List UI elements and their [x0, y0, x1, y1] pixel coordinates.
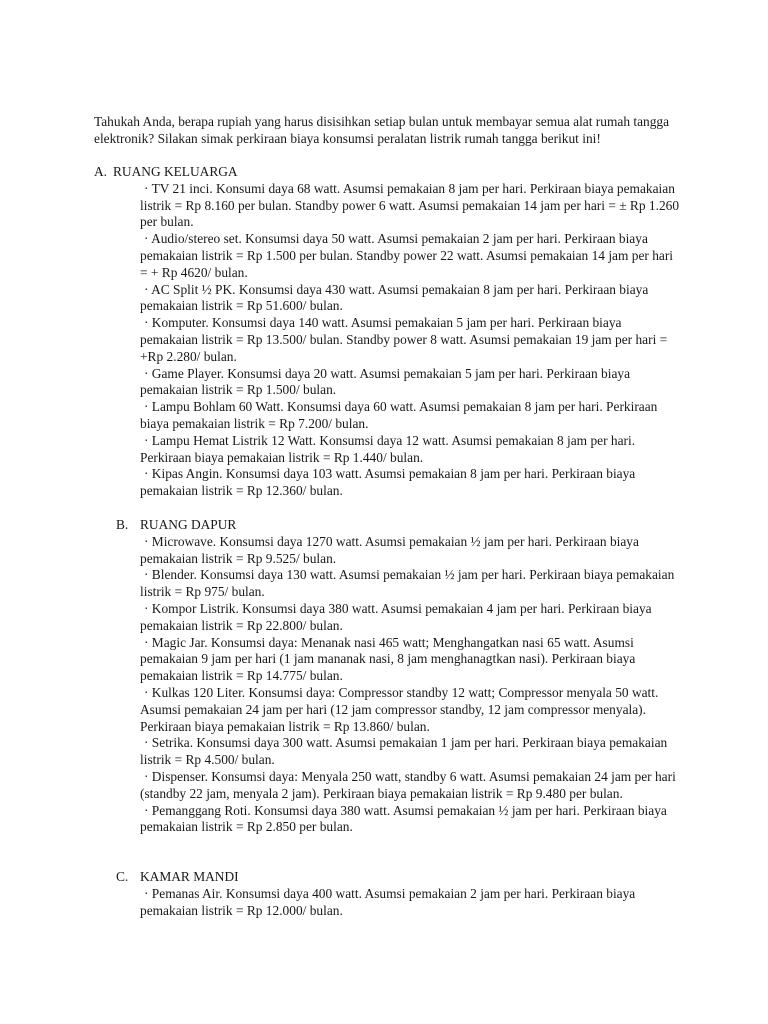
section-heading: [94, 869, 694, 886]
section-ruang-keluarga: [94, 164, 694, 500]
list-item: · Audio/stereo set. Konsumsi daya 50 watt. Asumsi pemakaian 2 jam per hari. Perkiraan biaya pemakaian listrik = Rp 1.500 per bulan. Standby power 22 watt. Asumsi pemakaian 14 jam per hari = + Rp 4620/ bulan.: [140, 231, 674, 280]
section-title: RUANG KELUARGA: [113, 164, 238, 179]
section-letter: A.: [94, 164, 108, 179]
section-title: KAMAR MANDI: [140, 869, 239, 884]
list-item: · Kulkas 120 Liter. Konsumsi daya: Compressor standby 12 watt; Compressor menyala 50 watt. Asumsi pemakaian 24 jam per hari (12 jam compressor standby, 12 jam compressor menyala). Perkiraan biaya pemakaian listrik = Rp 13.860/ bulan.: [140, 684, 659, 734]
list-item: · Blender. Konsumsi daya 130 watt. Asumsi pemakaian ½ jam per hari. Perkiraan biaya pemakaian listrik = Rp 975/ bulan.: [140, 567, 675, 600]
section-title: RUANG DAPUR: [140, 517, 237, 532]
item-list: [140, 534, 680, 836]
section-heading: [94, 164, 694, 181]
list-item: · Komputer. Konsumsi daya 140 watt. Asumsi pemakaian 5 jam per hari. Perkiraan biaya pemakaian listrik = Rp 13.500/ bulan. Standby power 8 watt. Asumsi pemakaian 19 jam per hari = +Rp 2.280/ bulan.: [140, 315, 668, 364]
list-item: · Lampu Hemat Listrik 12 Watt. Konsumsi daya 12 watt. Asumsi pemakaian 8 jam per hari. Perkiraan biaya pemakaian listrik = Rp 1.440/ bulan.: [140, 432, 636, 465]
item-list: [140, 886, 680, 920]
list-item: · AC Split ½ PK. Konsumsi daya 430 watt. Asumsi pemakaian 8 jam per hari. Perkiraan biaya pemakaian listrik = Rp 51.600/ bulan.: [140, 281, 649, 314]
list-item: · Lampu Bohlam 60 Watt. Konsumsi daya 60 watt. Asumsi pemakaian 8 jam per hari. Perkiraan biaya pemakaian listrik = Rp 7.200/ bulan.: [140, 399, 658, 431]
list-item: · Microwave. Konsumsi daya 1270 watt. Asumsi pemakaian ½ jam per hari. Perkiraan biaya pemakaian listrik = Rp 9.525/ bulan.: [140, 533, 639, 566]
list-item: · Pemanggang Roti. Konsumsi daya 380 watt. Asumsi pemakaian ½ jam per hari. Perkiraan biaya pemakaian listrik = Rp 2.850 per bulan.: [140, 802, 667, 835]
intro-paragraph: Tahukah Anda, berapa rupiah yang harus disisihkan setiap bulan untuk membayar semua alat rumah tangga elektronik? Silakan simak perkiraan biaya konsumsi peralatan listrik rumah tangga berikut ini!: [94, 114, 670, 146]
section-letter: C.: [116, 869, 129, 884]
section-letter: B.: [116, 517, 129, 532]
section-heading: [94, 517, 694, 534]
section-kamar-mandi: [94, 869, 694, 919]
list-item: · Game Player. Konsumsi daya 20 watt. Asumsi pemakaian 5 jam per hari. Perkiraan biaya pemakaian listrik = Rp 1.500/ bulan.: [140, 365, 631, 398]
list-item: · Kompor Listrik. Konsumsi daya 380 watt. Asumsi pemakaian 4 jam per hari. Perkiraan biaya pemakaian listrik = Rp 22.800/ bulan.: [140, 600, 652, 633]
list-item: · Magic Jar. Konsumsi daya: Menanak nasi 465 watt; Menghangatkan nasi 65 watt. Asumsi pemakaian 9 jam per hari (1 jam mananak nasi, 8 jam menghanagtkan nasi). Perkiraan biaya pemakaian listrik = Rp 14.775/ bulan.: [140, 634, 636, 684]
item-list: [140, 181, 680, 500]
list-item: · Setrika. Konsumsi daya 300 watt. Asumsi pemakaian 1 jam per hari. Perkiraan biaya pemakaian listrik = Rp 4.500/ bulan.: [140, 735, 668, 768]
section-ruang-dapur: [94, 517, 694, 836]
list-item: · Kipas Angin. Konsumsi daya 103 watt. Asumsi pemakaian 8 jam per hari. Perkiraan biaya pemakaian listrik = Rp 12.360/ bulan.: [140, 466, 636, 499]
list-item: · TV 21 inci. Konsumi daya 68 watt. Asumsi pemakaian 8 jam per hari. Perkiraan biaya pemakaian listrik = Rp 8.160 per bulan. Standby power 6 watt. Asumsi pemakaian 14 jam per hari = ± Rp 1.260 per bulan.: [140, 180, 680, 230]
list-item: · Dispenser. Konsumsi daya: Menyala 250 watt, standby 6 watt. Asumsi pemakaian 24 jam per hari (standby 22 jam, menyala 2 jam). Perkiraan biaya pemakaian listrik = Rp 9.480 per bulan.: [140, 768, 676, 801]
list-item: · Pemanas Air. Konsumsi daya 400 watt. Asumsi pemakaian 2 jam per hari. Perkiraan biaya pemakaian listrik = Rp 12.000/ bulan.: [140, 885, 636, 918]
